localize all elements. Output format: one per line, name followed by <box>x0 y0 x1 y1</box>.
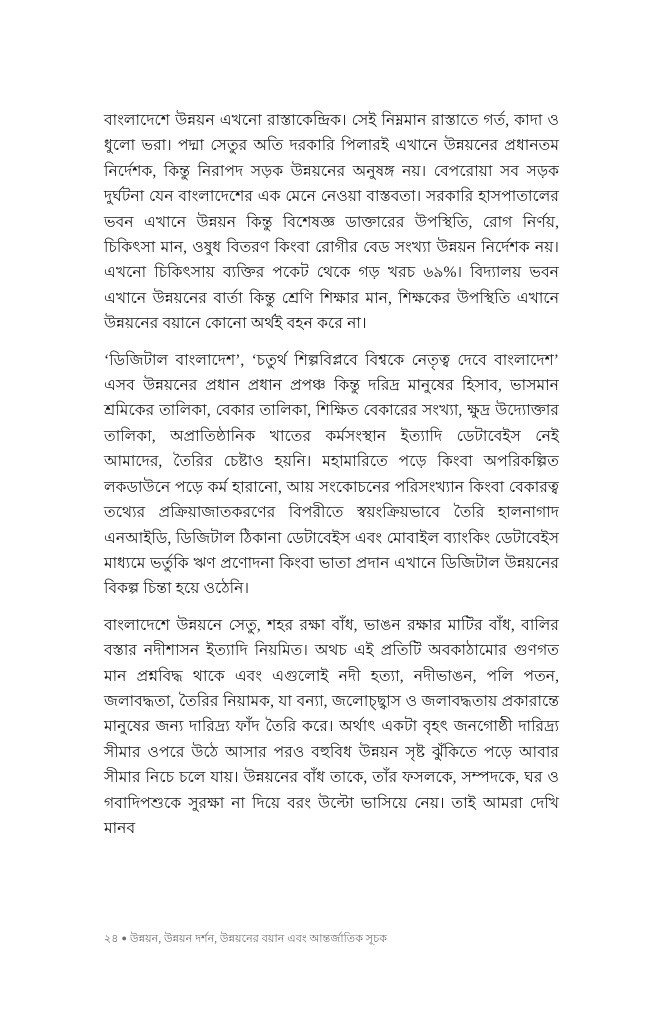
page-footer <box>104 930 559 947</box>
paragraph-2: ‘ডিজিটাল বাংলাদেশ’, ‘চতুর্থ শিল্পবিপ্লবে বিশ্বকে নেতৃত্ব দেবে বাংলাদেশ’ এসব উন্নয়নের প্রধান প্রধান প্রপঞ্চ কিন্তু দরিদ্র মানুষের হিসাব, ভাসমান শ্রমিকের তালিকা, বেকার তালিকা, শিক্ষিত বেকারের সংখ্যা, ক্ষুদ্র উদ্যোক্তার তালিকা, অপ্রাতিষ্ঠানিক খাতের কর্মসংস্থান ইত্যাদি ডেটাবেইস নেই আমাদের, তৈরির চেষ্টাও হয়নি। মহামারিতে পড়ে কিংবা অপরিকল্পিত লকডাউনে পড়ে কর্ম হারানো, আয় সংকোচনের পরিসংখ্যান কিংবা বেকারত্ব তথ্যের প্রক্রিয়াজাতকরণের বিপরীতে স্বয়ংক্রিয়ভাবে তৈরি হালনাগাদ এনআইডি, ডিজিটাল ঠিকানা ডেটাবেইস এবং মোবাইল ব্যাংকিং ডেটাবেইস মাধ্যমে ভর্তুকি ঋণ প্রণোদনা কিংবা ভাতা প্রদান এখানে ডিজিটাল উন্নয়নের বিকল্প চিন্তা হয়ে ওঠেনি। <box>104 351 559 598</box>
page-number: ২৪ <box>104 933 119 945</box>
paragraph-3: বাংলাদেশে উন্নয়নে সেতু, শহর রক্ষা বাঁধ, ভাঙন রক্ষার মাটির বাঁধ, বালির বস্তার নদীশাসন ইত্যাদি নিয়মিত। অথচ এই প্রতিটি অবকাঠামোর গুণগত মান প্রশ্নবিদ্ধ থাকে এবং এগুলোই নদী হত্যা, নদীভাঙন, পলি পতন, জলাবদ্ধতা, তৈরির নিয়ামক, যা বন্যা, জলোচ্ছ্বাস ও জলাবদ্ধতায় প্রকারান্তে মানুষের জন্য দারিদ্র্য ফাঁদ তৈরি করে। অর্থাৎ একটা বৃহৎ জনগোষ্ঠী দারিদ্র্য সীমার ওপরে উঠে আসার পরও বহুবিধ উন্নয়ন সৃষ্ট ঝুঁকিতে পড়ে আবার সীমার নিচে চলে যায়। উন্নয়নের বাঁধ তাকে, তাঁর ফসলকে, সম্পদকে, ঘর ও গবাদিপশুকে সুরক্ষা না দিয়ে বরং উল্টো ভাসিয়ে নেয়। তাই আমরা দেখি মানব <box>104 616 559 837</box>
body-text-column <box>104 108 559 841</box>
bullet-separator-icon: ● <box>121 933 127 943</box>
running-head: উন্নয়ন, উন্নয়ন দর্শন, উন্নয়নের বয়ান এবং আন্তর্জাতিক সূচক <box>129 933 388 945</box>
paragraph-1: বাংলাদেশে উন্নয়ন এখনো রাস্তাকেন্দ্রিক। সেই নিম্নমান রাস্তাতে গর্ত, কাদা ও ধুলো ভরা। পদ্মা সেতুর অতি দরকারি পিলারই এখানে উন্নয়নের প্রধানতম নির্দেশক, কিন্তু নিরাপদ সড়ক উন্নয়নের অনুষঙ্গ নয়। বেপরোয়া সব সড়ক দুর্ঘটনা যেন বাংলাদেশের এক মেনে নেওয়া বাস্তবতা। সরকারি হাসপাতালের ভবন এখানে উন্নয়ন কিন্তু বিশেষজ্ঞ ডাক্তারের উপস্থিতি, রোগ নির্ণয়, চিকিৎসা মান, ওষুধ বিতরণ কিংবা রোগীর বেড সংখ্যা উন্নয়ন নির্দেশক নয়। এখনো চিকিৎসায় ব্যক্তির পকেট থেকে গড় খরচ ৬৯%। বিদ্যালয় ভবন এখানে উন্নয়নের বার্তা কিন্তু শ্রেণি শিক্ষার মান, শিক্ষকের উপস্থিতি এখানে উন্নয়নের বয়ানে কোনো অর্থই বহন করে না। <box>104 112 559 333</box>
